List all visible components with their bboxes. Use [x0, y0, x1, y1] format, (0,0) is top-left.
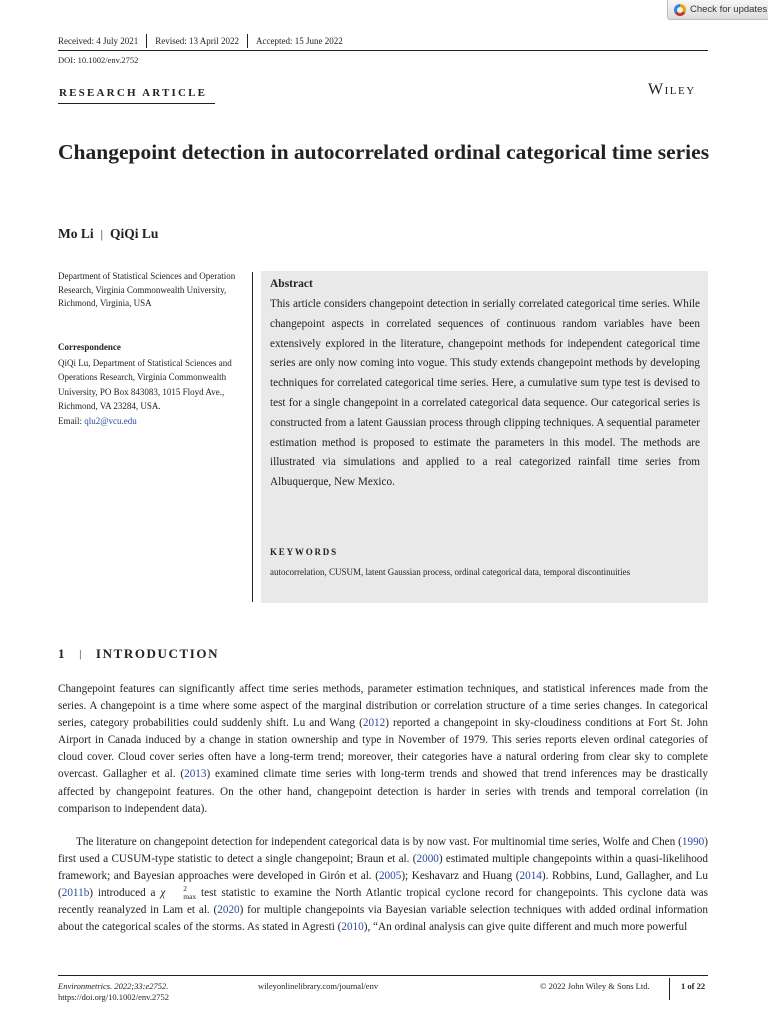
- check-for-updates-button[interactable]: [667, 0, 768, 20]
- chi-superscript: 2: [183, 884, 188, 894]
- citation-link[interactable]: 2011b: [61, 887, 90, 900]
- publisher-logo: [648, 81, 696, 99]
- citation-link[interactable]: 1990: [681, 836, 705, 848]
- accepted-date: Accepted: 15 June 2022: [247, 34, 351, 48]
- citation-link[interactable]: 2013: [184, 768, 207, 781]
- paragraph-text: ), “An ordinal analysis can give quite different and much more powerful: [363, 921, 688, 934]
- article-doi: DOI: 10.1002/env.2752: [58, 55, 139, 65]
- article-type-label: RESEARCH ARTICLE: [59, 87, 208, 99]
- revised-date: Revised: 13 April 2022: [146, 34, 247, 48]
- correspondence-heading: Correspondence: [58, 342, 121, 352]
- paragraph-text: test statistic to examine the North Atlantic tropical cyclone record for changepoints. This cyclone data was recently reanalyzed in Lam et al. (: [58, 887, 708, 917]
- citation-link[interactable]: 2012: [362, 717, 386, 730]
- article-type-underline: [58, 103, 215, 104]
- chi-subscript: max: [183, 892, 197, 902]
- citation-link[interactable]: 2014: [519, 870, 542, 883]
- abstract-text: This article considers changepoint detection in serially correlated categorical time series. While changepoint aspects in correlated sequences of continuous random variables have been extensively explored in the literature, changepoint methods for independent categorical time series are only now coming into vogue. This study extends changepoint methods by developing techniques for correlated categorical time series. Here, a cumulative sum type test is devised to test for a single changepoint in a correlated categorical data sequence. Our categorical series is constructed from a latent Gaussian process through clipping techniques. A sequential parameter estimation method is proposed to estimate the parameters in this model. The methods are illustrated via simulations and applied to a real categorized rainfall time series from Albuquerque, New Mexico.: [270, 298, 700, 489]
- chi-scripts: [165, 885, 196, 901]
- paragraph-text: ) estimated multiple changepoints within a quasi-likelihood framework; and Bayesian approaches were developed in Girón et al. (: [58, 853, 708, 883]
- paragraph-text: ) reported a changepoint in sky-cloudiness conditions at Fort St. John Airport in Canada induced by a change in station ownership and type in November of 1979. This series reports eleven ordinal categories of cloud cover. Cloud cover series often have a long-term trend; moreover, their categories have a natural ordering from clear sky to complete overcast. Gallagher et al. (: [58, 717, 708, 781]
- citation-link[interactable]: 2020: [217, 904, 240, 917]
- journal-citation: Environmetrics. 2022;33:e2752.: [58, 981, 169, 991]
- author-affiliation: Department of Statistical Sciences and Operation Research, Virginia Commonwealth University, Richmond, Virginia, USA: [58, 271, 236, 309]
- author-separator: |: [100, 226, 104, 241]
- paragraph-text: ) introduced a: [89, 887, 161, 900]
- correspondence-address: QiQi Lu, Department of Statistical Sciences and Operations Research, Virginia Commonwealth University, PO Box 843083, 1015 Floyd Ave., Richmond, VA 23284, USA.: [58, 358, 232, 412]
- crossmark-icon: [674, 4, 686, 16]
- journal-site-link[interactable]: wileyonlinelibrary.com/journal/env: [258, 981, 379, 991]
- abstract-heading: Abstract: [270, 278, 313, 290]
- intro-paragraph: [58, 681, 708, 818]
- article-dates: [58, 34, 351, 48]
- paragraph-text: ). Robbins, Lund, Gallagher, and Lu (: [58, 870, 708, 900]
- intro-paragraph: [58, 834, 708, 937]
- section-separator: |: [79, 648, 83, 660]
- paragraph-text: ) first used a CUSUM-type statistic to detect a single changepoint; Braun et al. (: [58, 836, 708, 866]
- check-for-updates-label: Check for updates: [690, 4, 768, 15]
- keywords-heading: KEYWORDS: [270, 547, 338, 557]
- footer-citation: [58, 981, 169, 1003]
- author-name[interactable]: Mo Li: [58, 226, 94, 241]
- author-name[interactable]: QiQi Lu: [110, 226, 159, 241]
- publisher-name: Wiley: [648, 81, 696, 98]
- header-divider: [58, 50, 708, 51]
- author-list: [58, 226, 158, 242]
- section-title: INTRODUCTION: [95, 646, 220, 661]
- footer-separator: [669, 978, 670, 1000]
- correspondence-details: [58, 356, 240, 428]
- paragraph-text: ) for multiple changepoints via Bayesian variable selection techniques with added ordinal information about the categorical scales of the storms. As stated in Agresti (: [58, 904, 708, 934]
- email-label: Email:: [58, 415, 82, 426]
- column-divider: [252, 272, 253, 602]
- paragraph-text: The literature on changepoint detection for independent categorical data is by now vast. For multinomial time series, Wolfe and Chen (: [76, 836, 682, 848]
- chi-symbol: χ: [160, 887, 166, 900]
- footer-divider: [58, 975, 708, 976]
- email-link[interactable]: qlu2@vcu.edu: [84, 415, 137, 426]
- paragraph-text: Changepoint features can significantly affect time series methods, parameter estimation techniques, and statistical inferences made from the series. A changepoint is a time where some aspect of the marginal distribution or correlation structure of a time series changes. In categorical series, category probabilities could suddenly shift. Lu and Wang (: [58, 683, 708, 730]
- received-date: Received: 4 July 2021: [58, 36, 139, 46]
- section-heading: [58, 646, 219, 662]
- copyright-notice: © 2022 John Wiley & Sons Ltd.: [540, 981, 650, 991]
- paragraph-text: ); Keshavarz and Huang (: [401, 870, 520, 883]
- article-title: Changepoint detection in autocorrelated ordinal categorical time series: [58, 140, 710, 164]
- citation-link[interactable]: 2000: [416, 853, 439, 866]
- footer-doi-link[interactable]: https://doi.org/10.1002/env.2752: [58, 992, 169, 1002]
- section-number: 1: [58, 646, 67, 661]
- paragraph-text: ) examined climate time series with long-term trends and showed that trend inferences may be drastically affected by changepoint features. On the other hand, changepoint detection is harder in series with trends and temporal correlation (in comparison to independent data).: [58, 768, 708, 815]
- keywords-list: autocorrelation, CUSUM, latent Gaussian process, ordinal categorical data, temporal discontinuities: [270, 567, 631, 577]
- citation-link[interactable]: 2010: [341, 921, 364, 934]
- page-number: 1 of 22: [681, 981, 706, 991]
- citation-link[interactable]: 2005: [378, 870, 402, 883]
